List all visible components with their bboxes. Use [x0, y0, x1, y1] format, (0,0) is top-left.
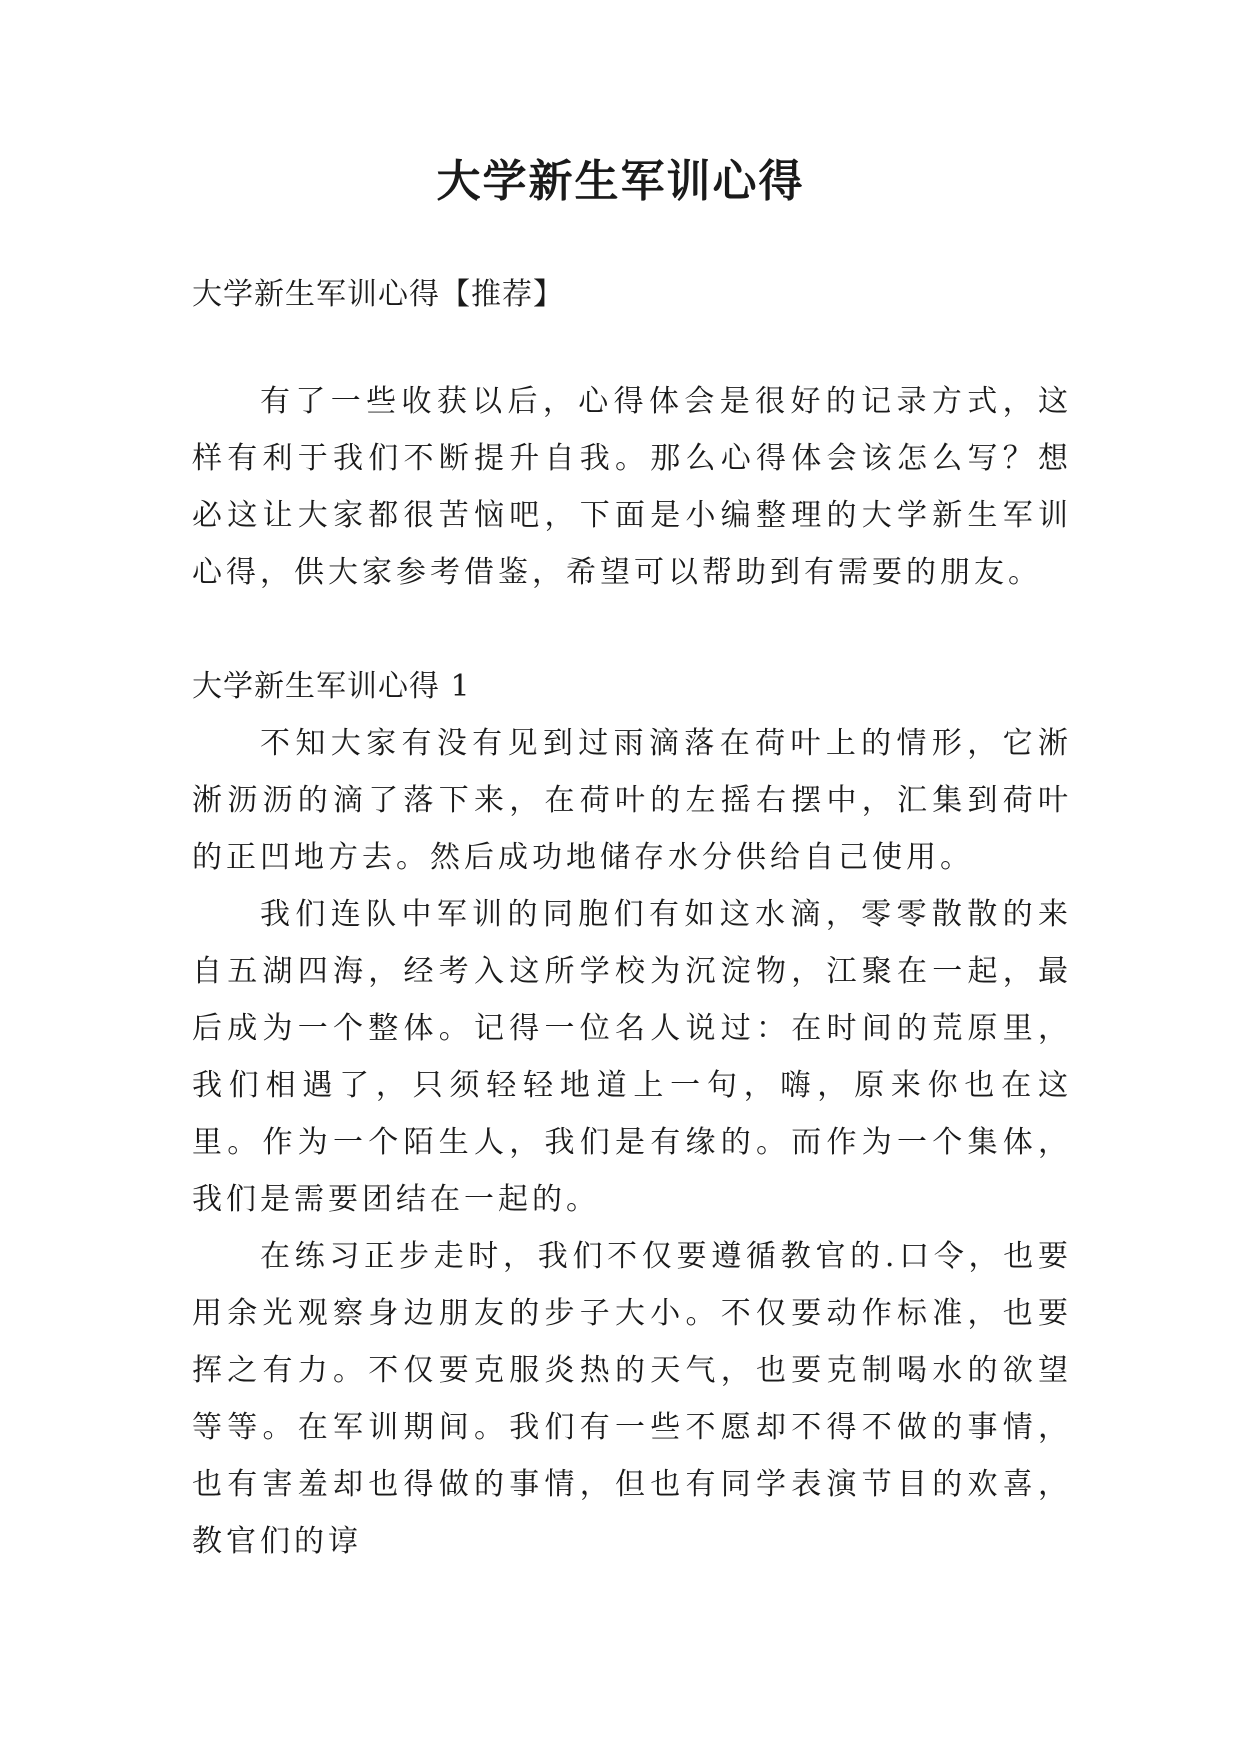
document-title: 大学新生军训心得: [436, 156, 805, 207]
document-subtitle: 大学新生军训心得【推荐】: [192, 277, 564, 312]
body-paragraph: 在练习正步走时，我们不仅要遵循教官的.口令，也要用余光观察身边朋友的步子大小。不仅要动作标准，也要挥之有力。不仅要克服炎热的天气，也要克制喝水的欲望等等。在军训期间。我们有一些不愿却不得不做的事情，也有害羞却也得做的事情，但也有同学表演节目的欢喜，教官们的谆: [192, 1239, 1072, 1559]
document-body: [192, 266, 1072, 1570]
body-paragraph: 不知大家有没有见到过雨滴落在荷叶上的情形，它淅淅沥沥的滴了落下来，在荷叶的左摇右摆中，汇集到荷叶的正凹地方去。然后成功地储存水分供给自己使用。: [192, 726, 1072, 875]
intro-paragraph: 有了一些收获以后，心得体会是很好的记录方式，这样有利于我们不断提升自我。那么心得体会该怎么写？想必这让大家都很苦恼吧，下面是小编整理的大学新生军训心得，供大家参考借鉴，希望可以帮助到有需要的朋友。: [192, 384, 1072, 590]
section-heading: 大学新生军训心得 1: [192, 669, 471, 704]
body-paragraph: 我们连队中军训的同胞们有如这水滴，零零散散的来自五湖四海，经考入这所学校为沉淀物，江聚在一起，最后成为一个整体。记得一位名人说过：在时间的荒原里，我们相遇了，只须轻轻地道上一句，嗨，原来你也在这里。作为一个陌生人，我们是有缘的。而作为一个集体， 我们是需要团结在一起的。: [192, 897, 1072, 1217]
